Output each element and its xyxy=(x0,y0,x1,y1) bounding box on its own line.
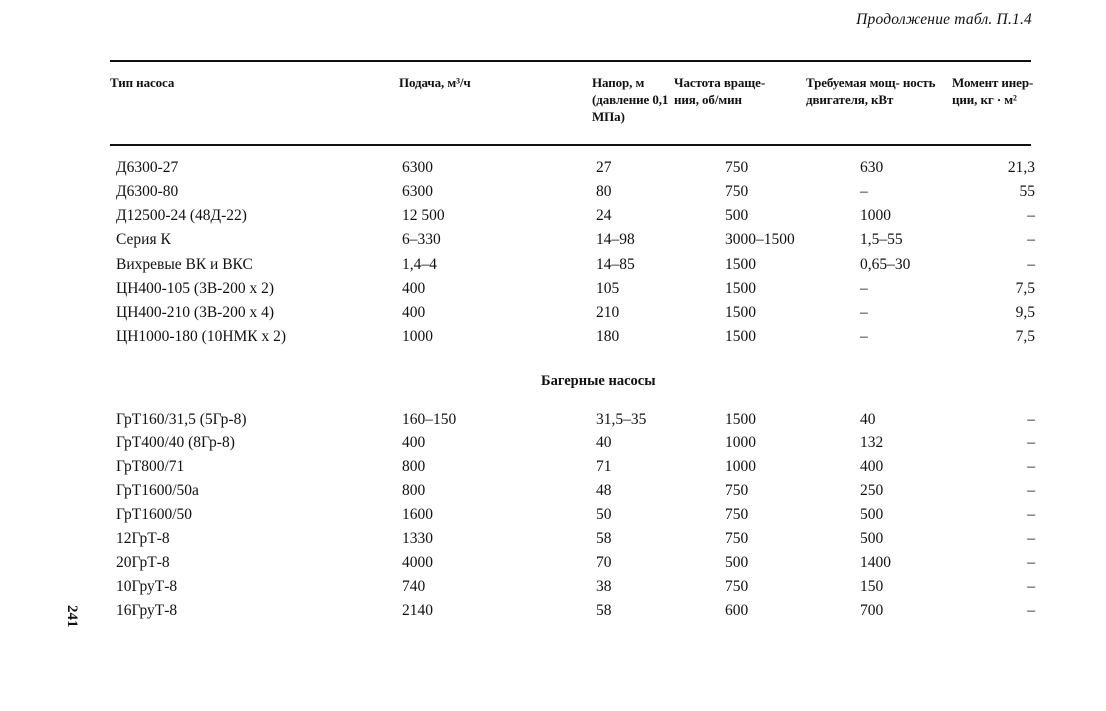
table-cell-speed: 1500 xyxy=(725,304,756,321)
table-cell-power: – xyxy=(860,183,868,200)
table-cell-type: ЦН400-210 (3В-200 x 4) xyxy=(116,304,274,321)
table-cell-flow: 6300 xyxy=(402,159,433,176)
table-cell-inertia: 55 xyxy=(1019,183,1035,200)
table-cell-flow: 800 xyxy=(402,482,426,499)
table-cell-speed: 1500 xyxy=(725,411,756,428)
table-cell-flow: 6300 xyxy=(402,183,433,200)
table-cell-inertia: – xyxy=(1027,578,1035,595)
table-cell-flow: 6–330 xyxy=(402,231,441,248)
table-cell-type: 12ГрТ-8 xyxy=(116,530,170,547)
table-cell-flow: 740 xyxy=(402,578,426,595)
table-cell-power: 630 xyxy=(860,159,884,176)
section-title: Багерные насосы xyxy=(541,373,656,389)
table-cell-speed: 750 xyxy=(725,183,749,200)
table-cell-inertia: – xyxy=(1027,256,1035,273)
table-cell-speed: 1000 xyxy=(725,458,756,475)
table-cell-head: 24 xyxy=(596,207,612,224)
table-cell-power: – xyxy=(860,280,868,297)
table-cell-type: 20ГрТ-8 xyxy=(116,554,170,571)
table-cell-flow: 4000 xyxy=(402,554,433,571)
table-cell-speed: 750 xyxy=(725,159,749,176)
table-cell-flow: 400 xyxy=(402,434,426,451)
table-cell-head: 71 xyxy=(596,458,612,475)
table-cell-speed: 3000–1500 xyxy=(725,231,795,248)
table-cell-inertia: – xyxy=(1027,207,1035,224)
table-cell-head: 105 xyxy=(596,280,620,297)
table-cell-power: 500 xyxy=(860,506,884,523)
table-cell-type: ГрТ800/71 xyxy=(116,458,185,475)
table-cell-power: 700 xyxy=(860,602,884,619)
table-cell-power: 1400 xyxy=(860,554,891,571)
table-cell-type: Серия К xyxy=(116,231,171,248)
table-cell-speed: 750 xyxy=(725,530,749,547)
table-cell-flow: 400 xyxy=(402,304,426,321)
table-cell-inertia: – xyxy=(1027,231,1035,248)
table-cell-power: 250 xyxy=(860,482,884,499)
table-top-rule xyxy=(110,60,1031,62)
table-cell-speed: 750 xyxy=(725,578,749,595)
table-cell-head: 27 xyxy=(596,159,612,176)
table-cell-inertia: 7,5 xyxy=(1015,280,1035,297)
table-cell-speed: 750 xyxy=(725,506,749,523)
table-cell-inertia: – xyxy=(1027,434,1035,451)
column-header-head: Напор, м (давление 0,1 МПа) xyxy=(592,75,669,124)
table-cell-power: 132 xyxy=(860,434,884,451)
table-cell-speed: 750 xyxy=(725,482,749,499)
table-cell-power: 1000 xyxy=(860,207,891,224)
column-header-power: Требуемая мощ- ность двигателя, кВт xyxy=(806,75,936,107)
table-cell-power: 1,5–55 xyxy=(860,231,903,248)
table-cell-power: – xyxy=(860,304,868,321)
column-header-inertia: Момент инер- ции, кг · м² xyxy=(952,75,1034,107)
table-cell-head: 58 xyxy=(596,530,612,547)
table-cell-flow: 400 xyxy=(402,280,426,297)
table-cell-flow: 12 500 xyxy=(402,207,445,224)
table-cell-head: 14–85 xyxy=(596,256,635,273)
table-cell-inertia: – xyxy=(1027,602,1035,619)
table-cell-inertia: – xyxy=(1027,530,1035,547)
table-cell-type: Д6300-27 xyxy=(116,159,179,176)
page-number: 241 xyxy=(64,605,80,628)
table-cell-inertia: – xyxy=(1027,458,1035,475)
table-cell-power: 150 xyxy=(860,578,884,595)
table-cell-speed: 1000 xyxy=(725,434,756,451)
table-cell-inertia: 21,3 xyxy=(1007,159,1035,176)
table-cell-power: 400 xyxy=(860,458,884,475)
page-caption: Продолжение табл. П.1.4 xyxy=(856,11,1032,28)
table-cell-head: 48 xyxy=(596,482,612,499)
table-cell-power: – xyxy=(860,328,868,345)
table-cell-head: 40 xyxy=(596,434,612,451)
table-cell-type: ЦН400-105 (3В-200 x 2) xyxy=(116,280,274,297)
table-cell-speed: 1500 xyxy=(725,256,756,273)
table-cell-head: 31,5–35 xyxy=(596,411,647,428)
column-header-speed: Частота враще- ния, об/мин xyxy=(674,75,766,107)
table-cell-head: 50 xyxy=(596,506,612,523)
table-cell-flow: 1600 xyxy=(402,506,433,523)
table-cell-speed: 600 xyxy=(725,602,749,619)
table-cell-type: ГрТ400/40 (8Гр-8) xyxy=(116,434,235,451)
table-cell-inertia: – xyxy=(1027,554,1035,571)
table-cell-type: 10ГруТ-8 xyxy=(116,578,178,595)
table-cell-power: 500 xyxy=(860,530,884,547)
table-cell-head: 180 xyxy=(596,328,620,345)
table-cell-inertia: – xyxy=(1027,482,1035,499)
table-cell-speed: 500 xyxy=(725,554,749,571)
table-cell-speed: 1500 xyxy=(725,328,756,345)
table-cell-flow: 2140 xyxy=(402,602,433,619)
table-cell-head: 14–98 xyxy=(596,231,635,248)
table-cell-speed: 1500 xyxy=(725,280,756,297)
table-cell-power: 0,65–30 xyxy=(860,256,911,273)
table-cell-head: 58 xyxy=(596,602,612,619)
table-cell-flow: 800 xyxy=(402,458,426,475)
table-cell-head: 38 xyxy=(596,578,612,595)
table-cell-type: ГрТ1600/50а xyxy=(116,482,199,499)
table-cell-flow: 1,4–4 xyxy=(402,256,437,273)
column-header-type: Тип насоса xyxy=(110,75,175,90)
table-cell-flow: 1330 xyxy=(402,530,433,547)
header-bottom-rule xyxy=(110,144,1031,146)
table-cell-head: 80 xyxy=(596,183,612,200)
table-cell-head: 70 xyxy=(596,554,612,571)
table-cell-inertia: 7,5 xyxy=(1015,328,1035,345)
table-cell-flow: 1000 xyxy=(402,328,433,345)
table-cell-inertia: – xyxy=(1027,506,1035,523)
table-cell-flow: 160–150 xyxy=(402,411,457,428)
table-cell-type: Д12500-24 (48Д-22) xyxy=(116,207,247,224)
table-cell-type: 16ГруТ-8 xyxy=(116,602,178,619)
table-cell-head: 210 xyxy=(596,304,620,321)
table-cell-inertia: – xyxy=(1027,411,1035,428)
column-header-flow: Подача, м³/ч xyxy=(399,75,471,90)
table-cell-type: Вихревые ВК и ВКС xyxy=(116,256,253,273)
table-cell-type: ГрТ1600/50 xyxy=(116,506,193,523)
table-cell-inertia: 9,5 xyxy=(1015,304,1035,321)
table-cell-power: 40 xyxy=(860,411,876,428)
table-cell-type: ГрТ160/31,5 (5Гр-8) xyxy=(116,411,247,428)
table-cell-speed: 500 xyxy=(725,207,749,224)
table-cell-type: Д6300-80 xyxy=(116,183,179,200)
table-cell-type: ЦН1000-180 (10НМК x 2) xyxy=(116,328,287,345)
